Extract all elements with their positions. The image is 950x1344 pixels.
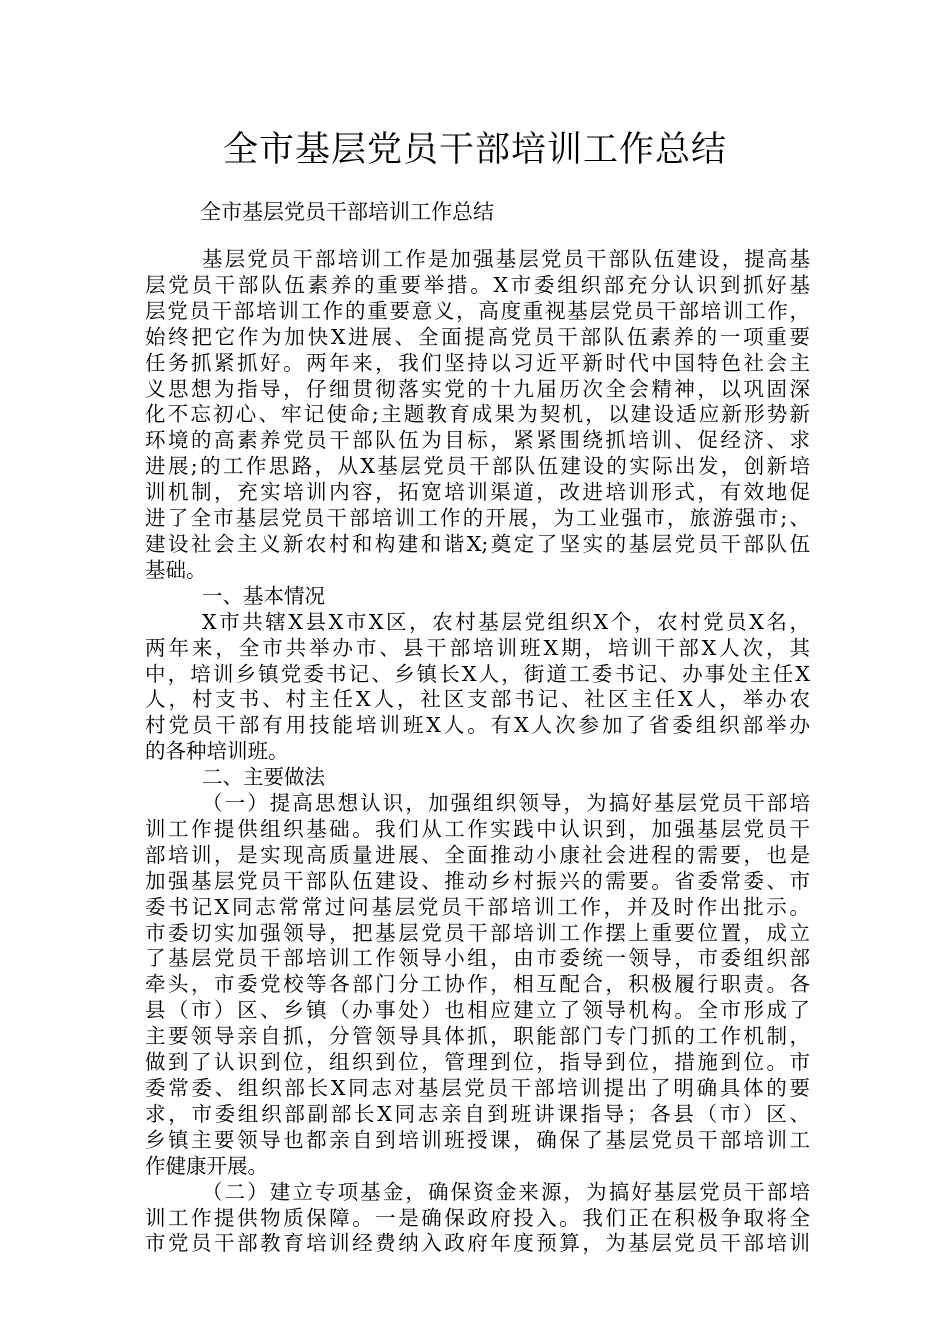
body-line: 加强基层党员干部队伍建设、推动乡村振兴的需要。省委常委、市 — [145, 868, 810, 893]
body-line: 作健康开展。 — [145, 1153, 268, 1178]
body-line: 部培训，是实现高质量进展、全面推动小康社会进程的需要，也是 — [145, 842, 810, 867]
body-line: 一、基本情况 — [202, 583, 325, 608]
body-line: 层党员干部培训工作的重要意义，高度重视基层党员干部培训工作， — [145, 298, 810, 323]
body-line: 人，村支书、村主任X人，社区支部书记、社区主任X人，举办农 — [145, 687, 810, 712]
body-line: 化不忘初心、牢记使命;主题教育成果为契机，以建设适应新形势新 — [145, 402, 810, 427]
document-body — [145, 247, 810, 1257]
body-line: 牵头，市委党校等各部门分工协作，相互配合，积极履行职责。各 — [145, 972, 810, 997]
body-line: 二、主要做法 — [202, 765, 325, 790]
body-line: 主要领导亲自抓，分管领导具体抓，职能部门专门抓的工作机制， — [145, 1024, 810, 1049]
body-line: 环境的高素养党员干部队伍为目标，紧紧围绕抓培训、促经济、求 — [145, 428, 810, 453]
body-line: （一）提高思想认识，加强组织领导，为搞好基层党员干部培 — [202, 791, 810, 816]
body-line: 进了全市基层党员干部培训工作的开展，为工业强市，旅游强市;、 — [145, 506, 810, 531]
body-line: 建设社会主义新农村和构建和谐X;奠定了坚实的基层党员干部队伍 — [145, 531, 810, 556]
body-line: 县（市）区、乡镇（办事处）也相应建立了领导机构。全市形成了 — [145, 998, 810, 1023]
body-line: 市党员干部教育培训经费纳入政府年度预算，为基层党员干部培训 — [145, 1231, 810, 1256]
body-line: 市委切实加强领导，把基层党员干部培训工作摆上重要位置，成立 — [145, 920, 810, 945]
body-line: 训工作提供物质保障。一是确保政府投入。我们正在积极争取将全 — [145, 1205, 810, 1230]
body-line: 了基层党员干部培训工作领导小组，由市委统一领导，市委组织部 — [145, 946, 810, 971]
body-line: 两年来，全市共举办市、县干部培训班X期，培训干部X人次，其 — [145, 635, 810, 660]
body-line: 村党员干部有用技能培训班X人。有X人次参加了省委组织部举办 — [145, 713, 810, 738]
body-line: 委书记X同志常常过问基层党员干部培训工作，并及时作出批示。 — [145, 894, 810, 919]
body-line: 委常委、组织部长X同志对基层党员干部培训提出了明确具体的要 — [145, 1076, 810, 1100]
body-line: 中，培训乡镇党委书记、乡镇长X人，街道工委书记、办事处主任X — [145, 661, 810, 686]
document-title: 全市基层党员干部培训工作总结 — [222, 130, 727, 170]
body-line: 义思想为指导，仔细贯彻落实党的十九届历次全会精神，以巩固深 — [145, 376, 810, 401]
body-line: 训机制，充实培训内容，拓宽培训渠道，改进培训形式，有效地促 — [145, 480, 810, 505]
body-line: 求，市委组织部副部长X同志亲自到班讲课指导；各县（市）区、 — [145, 1101, 810, 1126]
body-line: 做到了认识到位，组织到位，管理到位，指导到位，措施到位。市 — [145, 1050, 810, 1075]
body-line: X市共辖X县X市X区，农村基层党组织X个，农村党员X名， — [202, 609, 810, 634]
body-line: 乡镇主要领导也都亲自到培训班授课，确保了基层党员干部培训工 — [145, 1127, 810, 1152]
body-line: （二）建立专项基金，确保资金来源，为搞好基层党员干部培 — [202, 1179, 810, 1204]
body-line: 基础。 — [145, 557, 207, 582]
body-line: 的各种培训班。 — [145, 739, 289, 764]
document-subtitle: 全市基层党员干部培训工作总结 — [200, 200, 494, 224]
body-line: 进展;的工作思路，从X基层党员干部队伍建设的实际出发，创新培 — [145, 454, 810, 479]
body-line: 始终把它作为加快X进展、全面提高党员干部队伍素养的一项重要 — [145, 324, 810, 349]
body-line: 基层党员干部培训工作是加强基层党员干部队伍建设，提高基 — [202, 247, 810, 271]
body-line: 任务抓紧抓好。两年来，我们坚持以习近平新时代中国特色社会主 — [145, 350, 810, 375]
body-line: 训工作提供组织基础。我们从工作实践中认识到，加强基层党员干 — [145, 816, 810, 841]
body-line: 层党员干部队伍素养的重要举措。X市委组织部充分认识到抓好基 — [145, 272, 810, 297]
